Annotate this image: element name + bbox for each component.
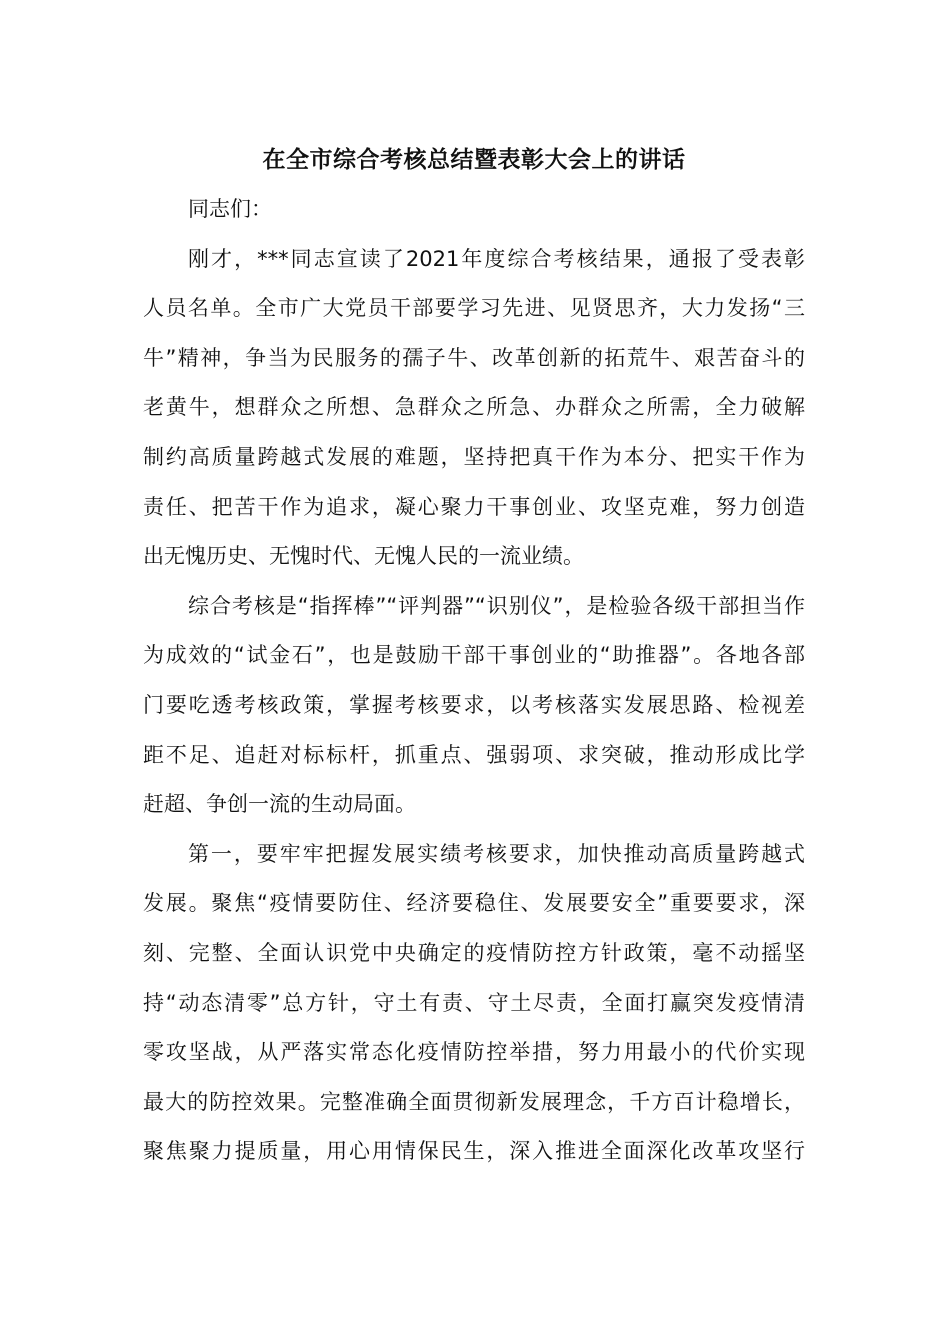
document-body — [143, 235, 805, 1177]
text-line: 聚焦聚力提质量，用心用情保民生，深入推进全面深化改革攻坚行 — [143, 1139, 805, 1164]
text-line: 距不足、追赶对标标杆，抓重点、强弱项、求突破，推动形成比学 — [143, 742, 805, 767]
text-line: 最大的防控效果。完整准确全面贯彻新发展理念，千方百计稳增长， — [143, 1089, 805, 1114]
text-line: 刚才，***同志宣读了2021年度综合考核结果，通报了受表彰 — [188, 246, 805, 271]
text-line: 制约高质量跨越式发展的难题，坚持把真干作为本分、把实干作为 — [143, 444, 805, 469]
paragraph — [143, 582, 805, 830]
text-line: 责任、把苦干作为追求，凝心聚力干事创业、攻坚克难，努力创造 — [143, 494, 805, 519]
text-line: 人员名单。全市广大党员干部要学习先进、见贤思齐，大力发扬“三 — [143, 296, 805, 321]
text-line: 第一，要牢牢把握发展实绩考核要求，加快推动高质量跨越式 — [188, 841, 805, 866]
text-line: 赶超、争创一流的生动局面。 — [143, 792, 416, 817]
greeting: 同志们： — [188, 197, 272, 221]
text-line: 牛”精神，争当为民服务的孺子牛、改革创新的拓荒牛、艰苦奋斗的 — [143, 345, 805, 370]
text-line: 发展。聚焦“疫情要防住、经济要稳住、发展要安全”重要要求，深 — [143, 891, 805, 916]
paragraph — [143, 235, 805, 582]
text-line: 出无愧历史、无愧时代、无愧人民的一流业绩。 — [143, 544, 584, 569]
document-title: 在全市综合考核总结暨表彰大会上的讲话 — [262, 147, 686, 173]
document-page — [143, 135, 805, 1177]
text-line: 持“动态清零”总方针，守土有责、守土尽责，全面打赢突发疫情清 — [143, 990, 805, 1015]
text-line: 综合考核是“指挥棒”“评判器”“识别仪”，是检验各级干部担当作 — [188, 593, 805, 618]
text-line: 为成效的“试金石”，也是鼓励干部干事创业的“助推器”。各地各部 — [143, 643, 805, 668]
text-line: 老黄牛，想群众之所想、急群众之所急、办群众之所需，全力破解 — [143, 395, 805, 420]
paragraph — [143, 830, 805, 1177]
text-line: 门要吃透考核政策，掌握考核要求，以考核落实发展思路、检视差 — [143, 692, 805, 717]
text-line: 零攻坚战，从严落实常态化疫情防控举措，努力用最小的代价实现 — [143, 1040, 805, 1065]
text-line: 刻、完整、全面认识党中央确定的疫情防控方针政策，毫不动摇坚 — [143, 940, 805, 965]
